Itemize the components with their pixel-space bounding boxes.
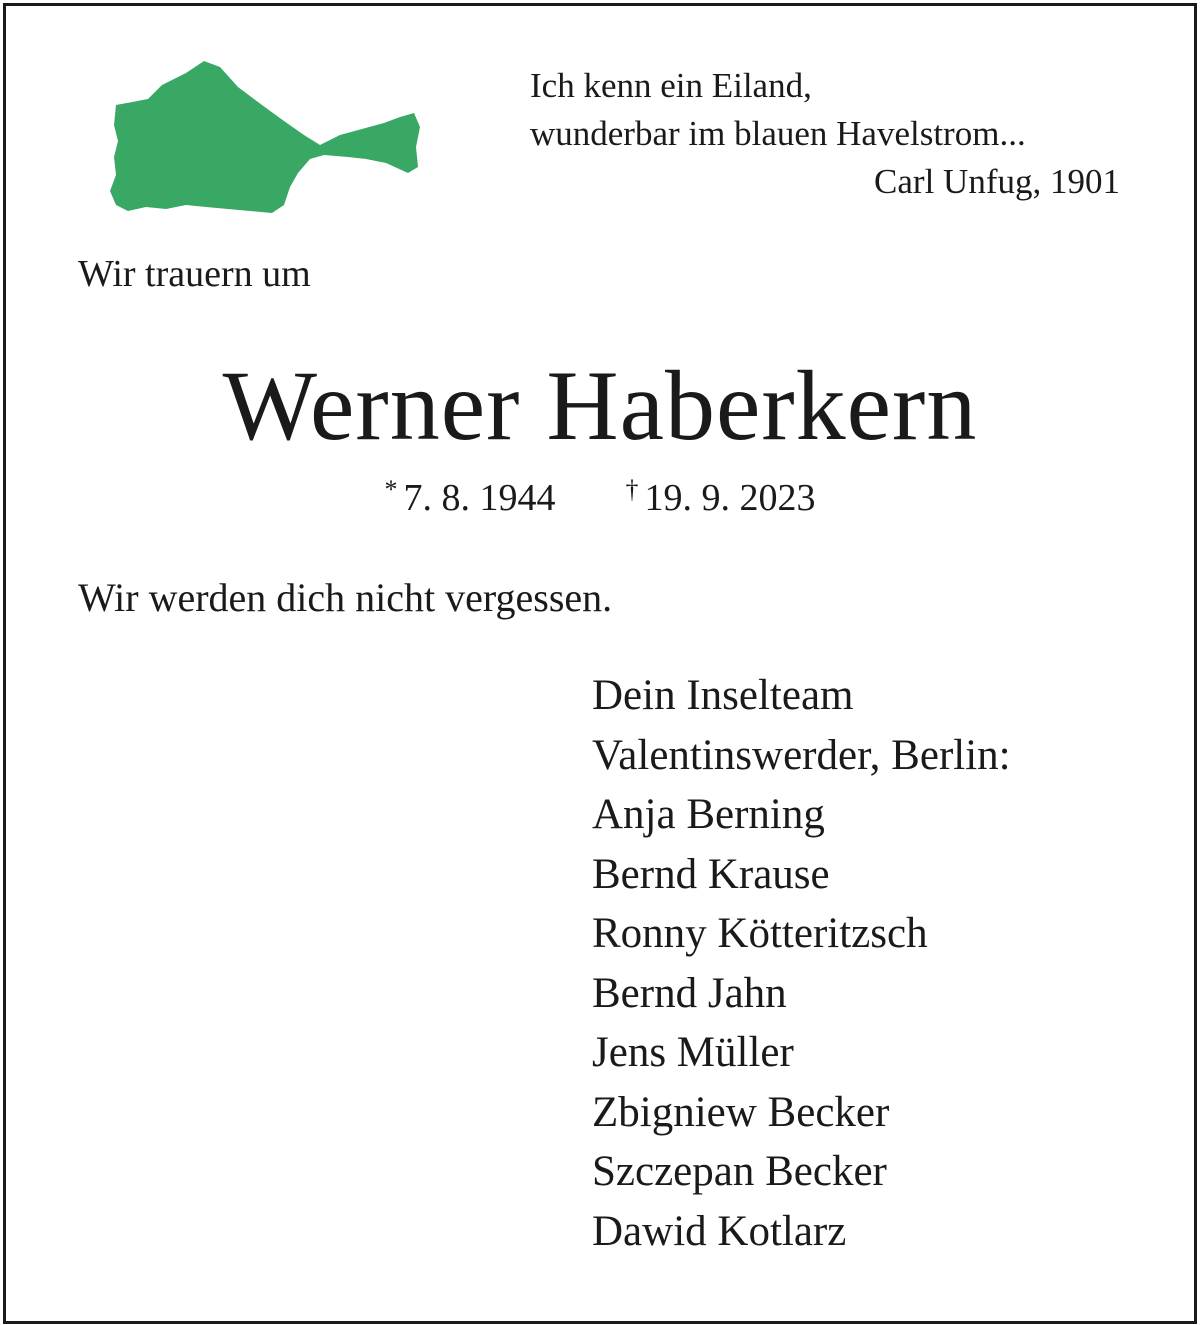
epigraph-quote [530,62,1130,206]
signer-name: Anja Berning [592,791,825,838]
signer-name: Zbigniew Becker [592,1088,890,1136]
signer-name: Bernd Jahn [592,969,787,1017]
quote-line-2: wunderbar im blauen Havelstrom... [530,114,1026,153]
signer-name: Ronny Kötteritzsch [592,910,928,957]
intro-text: Wir trauern um [78,253,311,295]
life-dates [0,475,1200,520]
signer-group-line-1: Dein Inselteam [592,672,854,719]
signer-name: Bernd Krause [592,850,830,898]
birth-symbol: * [384,475,398,504]
quote-line-1: Ich kenn ein Eiland, [530,66,812,105]
death-symbol: † [625,475,639,504]
signer-group-line-2: Valentinswerder, Berlin: [592,731,1011,779]
quote-author: Carl Unfug, 1901 [874,162,1120,201]
deceased-name: Werner Haberkern [222,350,978,461]
closing-text: Wir werden dich nicht vergessen. [78,575,613,620]
signers-block [592,666,1011,1261]
island-map-icon [100,55,430,225]
signer-name: Dawid Kotlarz [592,1207,847,1255]
island-shape [110,61,420,213]
signer-name: Jens Müller [592,1029,794,1076]
signer-name: Szczepan Becker [592,1148,887,1195]
birth-date: 7. 8. 1944 [403,477,556,519]
death-date: 19. 9. 2023 [644,477,816,519]
